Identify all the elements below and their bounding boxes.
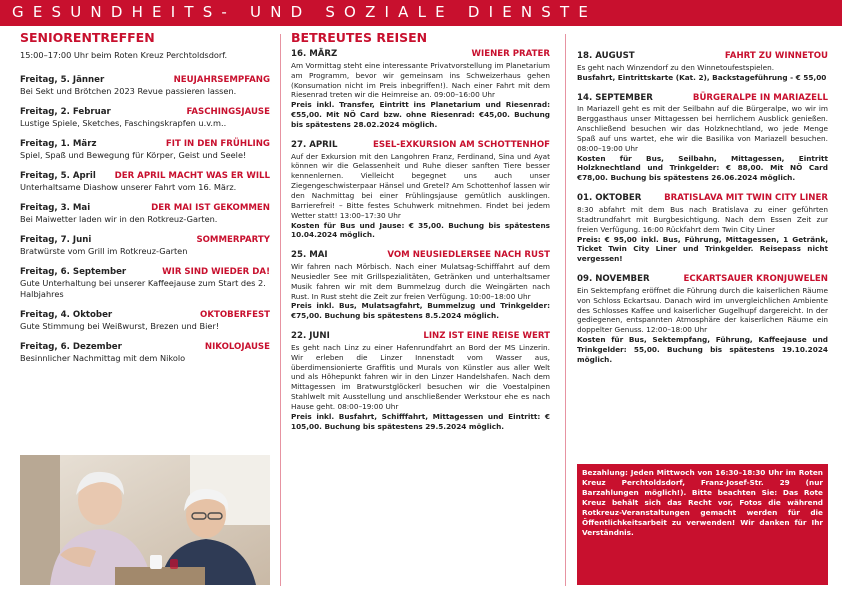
senior-event-description: Bei Sekt und Brötchen 2023 Revue passieren lassen. (20, 86, 237, 96)
travel-heading: BETREUTES REISEN (291, 30, 428, 45)
senior-event-description: Bratwürste vom Grill im Rotkreuz-Garten (20, 246, 188, 256)
payment-notice: Bezahlung: Jeden Mittwoch von 16:30–18:30 Uhr im Roten Kreuz Perchtoldsdorf, Franz-Josef-Str. 29 (nur Barzahlungen möglich!). Bitte beachten Sie: Das Rote Kreuz behält sich das Recht vor, Fotos die während Rotkreuz-Veranstaltungen gemacht werden für die Öffentlichkeitsarbeit zu verwenden! Wir danken für Ihr Verständnis. (577, 464, 828, 585)
trip-description: Ein Sektempfang eröffnet die Führung durch die kaiserlichen Räume von Schloss Eckartsau. Danach wird im unvergleichlichen Ambiente des Schlosses Kaffee und kaiserlicher Gugelhupf dargereicht. In der gediegenen, entspannten Atmosphäre der kaiserlichen Räume ein doppelter Genuss. 12:00–18:00 Uhr (577, 285, 828, 335)
trip-price: Kosten für Bus und Jause: € 35,00. Buchung bis spätestens 10.04.2024 möglich. (291, 220, 550, 240)
senior-event-description: Spiel, Spaß und Bewegung für Körper, Geist und Seele! (20, 150, 247, 160)
trip-title: ECKARTSAUER KRONJUWELEN (683, 274, 828, 285)
senior-event-header (20, 267, 270, 277)
trip-header (291, 332, 550, 342)
trip-date: 16. MÄRZ (291, 49, 338, 59)
senior-event (20, 107, 270, 129)
senior-event-date: Freitag, 4. Oktober (20, 310, 113, 320)
senior-event-header (20, 310, 270, 320)
trip-item (291, 251, 550, 321)
senior-event-header (20, 75, 270, 85)
trip-title: LINZ IST EINE REISE WERT (423, 331, 550, 342)
senior-event-date: Freitag, 1. März (20, 139, 97, 149)
senior-event-description: Gute Unterhaltung bei unserer Kaffeejause zum Start des 2. Halbjahres (20, 278, 266, 299)
trip-date: 14. SEPTEMBER (577, 92, 653, 103)
trip-header (577, 94, 828, 104)
page-title: GESUNDHEITS- UND SOZIALE DIENSTE (12, 3, 598, 21)
senior-event-description: Bei Maiwetter laden wir in den Rotkreuz-Garten. (20, 214, 218, 224)
trip-description: Auf der Exkursion mit den Langohren Franz, Ferdinand, Sina und Ayat können wir die Gelassenheit und Ruhe dieser sanften Tiere besser kennenlernen. Vielleicht begegnet uns auch unser Ziegengeschwisterpaar Hänsel und Gretel? Am Schottenhof lassen wir den Nachmittag bei einer Frühlingsjause gemütlich ausklingen. Barrierefrei! – Bitte festes Schuhwerk mitnehmen. Findet bei jedem Wetter statt! 13:00–17:30 Uhr (291, 151, 550, 220)
senior-event-title: FIT IN DEN FRÜHLING (165, 139, 270, 149)
trip-date: 09. NOVEMBER (577, 274, 650, 285)
column-divider (280, 34, 281, 586)
trip-price: Kosten für Bus, Seilbahn, Mittagessen, Eintritt Holzknechtland und Trinkgelder: € 88,00. Mit NÖ Card €78,00. Buchung bis spätestens 26.06.2024 möglich. (577, 153, 828, 183)
trip-title: BRATISLAVA MIT TWIN CITY LINER (664, 193, 828, 204)
trip-title: WIENER PRATER (471, 49, 550, 59)
trip-header (291, 50, 550, 60)
seniors-event-list (20, 75, 270, 364)
senior-event-title: FASCHINGSJAUSE (186, 107, 270, 117)
trip-item (577, 275, 828, 365)
trip-item (577, 194, 828, 264)
senior-event-header (20, 203, 270, 213)
trip-item (577, 94, 828, 184)
trip-description: 8:30 abfahrt mit dem Bus nach Bratislava zu einer geführten Stadtrundfahrt mit Burgbesichtigung. Nach dem Essen Zeit zur freien Verfügung. 16:00 Rückfahrt dem Twin City Liner (577, 204, 828, 234)
trip-title: VOM NEUSIEDLERSEE NACH RUST (387, 250, 550, 261)
trip-date: 22. JUNI (291, 331, 330, 342)
senior-event-date: Freitag, 6. September (20, 267, 127, 277)
senior-event-date: Freitag, 5. April (20, 171, 96, 181)
senior-event-title: WIR SIND WIEDER DA! (162, 267, 270, 277)
trip-title: BÜRGERALPE IN MARIAZELL (692, 92, 828, 103)
travel-trip-list-2 (577, 52, 828, 365)
trip-title: FAHRT ZU WINNETOU (724, 51, 828, 61)
trip-description: Am Vormittag steht eine interessante Privatvorstellung im Planetarium am Programm, bevor wir gemeinsam ins Schweizerhaus gehen (Konsumation nicht im Preis inbegriffen!). Nach einer Fahrt mit dem Riesenrad treten wir die Heimreise an. 09:00–16:00 Uhr (291, 60, 550, 100)
senior-event (20, 235, 270, 257)
trip-description: Wir fahren nach Mörbisch. Nach einer Mulatsag-Schifffahrt auf dem Neusiedler See mit Grillspezialitäten, Getränken und unterhaltsamer Musik fahren wir mit dem Bummelzug durch die Weingärten nach Rust. In Rust steht die Zeit zur freien Verfügung. 10:00–18:00 Uhr (291, 262, 550, 301)
senior-event-title: SOMMERPARTY (196, 235, 270, 245)
senior-event (20, 310, 270, 332)
trip-title: ESEL-EXKURSION AM SCHOTTENHOF (373, 139, 550, 150)
trip-price: Kosten für Bus, Sektempfang, Führung, Kaffeejause und Trinkgelder: 55,00. Buchung bis spätestens 19.10.2024 möglich. (577, 335, 828, 364)
senior-event-title: OKTOBERFEST (200, 310, 270, 320)
seniors-intro: 15:00–17:00 Uhr beim Roten Kreuz Perchtoldsdorf. (20, 50, 228, 60)
senior-event (20, 171, 270, 193)
trip-price: Preis: € 95,00 inkl. Bus, Führung, Mittagessen, 1 Getränk, Ticket Twin City Liner und Trinkgelder. Reisepass nicht vergessen! (577, 234, 828, 264)
trip-price: Preis inkl. Transfer, Eintritt ins Planetarium und Riesenrad: €55,00. Mit NÖ Card bzw. ohne Riesenrad: €45,00. Buchung bis spätestens 28.02.2024 möglich. (291, 100, 550, 129)
senior-event-description: Unterhaltsame Diashow unserer Fahrt vom 16. März. (20, 182, 237, 192)
senior-event-header (20, 139, 270, 149)
trip-description: In Mariazell geht es mit der Seilbahn auf die Bürgeralpe, wo wir im Berggasthaus unser Mittagessen bei herrlichem Ausblick genießen. Anschließend besuchen wir das Holzknechtland, wo jede Menge Spaß auf uns wartet, ehe wir die Basilika von Mariazell besuchen. 08:00–19:00 Uhr (577, 104, 828, 153)
trip-price: Preis inkl. Bus, Mulatsagfahrt, Bummelzug und Trinkgelder: €75,00. Buchung bis spätestens 8.5.2024 möglich. (291, 301, 550, 321)
travel-trip-list (291, 50, 550, 432)
trip-date: 18. AUGUST (577, 51, 635, 61)
senior-event-title: DER APRIL MACHT WAS ER WILL (114, 171, 270, 181)
trip-item (291, 332, 550, 431)
travel-column-2 (577, 30, 828, 365)
senior-event-title: NIKOLOJAUSE (204, 342, 270, 352)
senior-event-description: Lustige Spiele, Sketches, Faschingskrapfen u.v.m.. (20, 118, 227, 128)
senior-event-header (20, 342, 270, 352)
trip-price: Busfahrt, Eintrittskarte (Kat. 2), Backstageführung - € 55,00 (577, 72, 827, 82)
trip-header (577, 275, 828, 285)
senior-event (20, 342, 270, 364)
senior-event-date: Freitag, 2. Februar (20, 107, 111, 117)
trip-description: Es geht nach Linz zu einer Hafenrundfahrt an Bord der MS Linzerin. Wir erleben die Linzer Innenstadt vom Wasser aus, überdimensionierte Graffitis und Murals von Künstler aus aller Welt und als Höhepunkt fahren wir in den Linzer Handelshafen. Nach dem Mittagessen im Bratwurstglöckerl besuchen wir die Voestalpinen Stahlwelt mit Ausstellung und anschließender Werkstour ehe es nach Hause geht. 08:00–19:00 Uhr (291, 342, 550, 411)
trip-header (577, 194, 828, 204)
senior-event-description: Besinnlicher Nachmittag mit dem Nikolo (20, 353, 186, 363)
trip-date: 27. APRIL (291, 139, 338, 150)
senior-event-description: Gute Stimmung bei Weißwurst, Brezen und Bier! (20, 321, 220, 331)
column-divider (565, 34, 566, 586)
trip-date: 01. OKTOBER (577, 193, 642, 204)
trip-item (291, 141, 550, 240)
travel-column (291, 30, 550, 432)
senior-event (20, 267, 270, 300)
trip-item (577, 52, 828, 83)
senior-event-header (20, 171, 270, 181)
trip-header (577, 52, 828, 62)
seniors-column (20, 30, 270, 364)
trip-item (291, 50, 550, 130)
trip-header (291, 251, 550, 261)
trip-description: Es geht nach Winzendorf zu den Winnetoufestspielen. (577, 62, 775, 72)
senior-event-date: Freitag, 5. Jänner (20, 75, 105, 85)
trip-header (291, 141, 550, 151)
senior-event-header (20, 107, 270, 117)
trip-price: Preis inkl. Busfahrt, Schifffahrt, Mittagessen und Eintritt: € 105,00. Buchung bis spätestens 29.5.2024 möglich. (291, 411, 550, 431)
senior-event-title: NEUJAHRSEMPFANG (173, 75, 270, 85)
senior-event (20, 203, 270, 225)
senior-event-date: Freitag, 3. Mai (20, 203, 91, 213)
senior-event-header (20, 235, 270, 245)
senior-event-date: Freitag, 7. Juni (20, 235, 92, 245)
senior-event-date: Freitag, 6. Dezember (20, 342, 122, 352)
header-bar (0, 0, 842, 26)
senior-event (20, 75, 270, 97)
senior-event-title: DER MAI IST GEKOMMEN (151, 203, 270, 213)
senior-event (20, 139, 270, 161)
trip-date: 25. MAI (291, 250, 328, 261)
seniors-heading: SENIORENTREFFEN (20, 30, 155, 45)
photo-two-women (20, 455, 270, 585)
